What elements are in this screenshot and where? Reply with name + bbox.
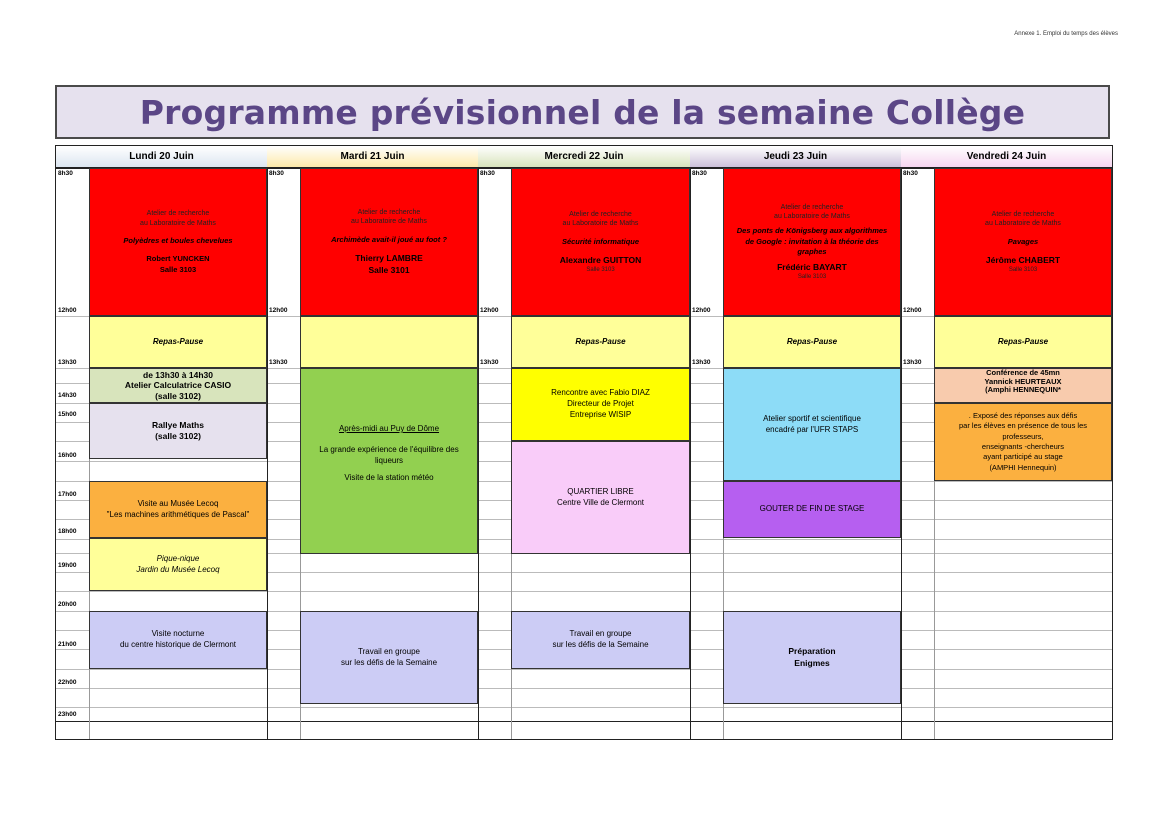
casio-line: (salle 3102): [155, 390, 201, 401]
rallye-line: (salle 3102): [155, 431, 201, 441]
grid-line: [56, 721, 1112, 722]
night-visit-line: Visite nocturne: [151, 629, 205, 639]
time-label: 13h30: [692, 359, 711, 366]
room: Salle 3103: [159, 264, 197, 274]
grid-line: [267, 146, 268, 739]
trip-line: La grande expérience de l'équilibre des: [319, 444, 459, 454]
room: Salle 3103: [1008, 267, 1038, 274]
workshop-line: au Laboratoire de Maths: [985, 220, 1061, 228]
room: Salle 3101: [368, 264, 410, 275]
group-work-wednesday: [511, 611, 690, 669]
workshop-line: Atelier de recherche: [569, 210, 632, 218]
time-label: 23h00: [58, 711, 77, 718]
page-title: Programme prévisionnel de la semaine Collège: [139, 92, 1026, 132]
night-visit: [89, 611, 267, 669]
day-header-friday: [901, 146, 1112, 168]
speaker-name: Robert YUNCKEN: [146, 254, 210, 264]
challenge-presentation: [934, 403, 1112, 481]
lunch-tuesday: [300, 316, 478, 368]
rallye-line: Rallye Maths: [152, 419, 204, 430]
room: Salle 3103: [797, 274, 827, 281]
day-header-wednesday: [478, 146, 690, 168]
lunch-label: Repas-Pause: [786, 336, 838, 346]
musee-line: "Les machines arithmétiques de Pascal": [106, 509, 250, 519]
morning-workshop-monday: [89, 168, 267, 316]
time-label: 15h00: [58, 411, 77, 418]
day-label: Mercredi 22 Juin: [544, 151, 624, 162]
workshop-line: Atelier de recherche: [780, 203, 844, 211]
time-label: 12h00: [269, 307, 288, 314]
day-header-monday: [56, 146, 267, 168]
time-label: 12h00: [903, 307, 922, 314]
musee-visit: [89, 481, 267, 538]
rallye-maths: [89, 403, 267, 459]
day-label: Jeudi 23 Juin: [763, 151, 828, 162]
conference-line: Conférence de 45mn: [986, 368, 1060, 377]
workshop-line: Atelier de recherche: [991, 210, 1055, 218]
time-label: 8h30: [58, 170, 73, 177]
group-work-line: sur les défis de la Semaine: [552, 640, 649, 649]
weekly-schedule: [55, 145, 1113, 740]
lunch-monday: [89, 316, 267, 368]
time-label: 13h30: [269, 359, 288, 366]
day-header-thursday: [690, 146, 901, 168]
time-label: 19h00: [58, 562, 77, 569]
free-time: [511, 441, 690, 554]
grid-line: [478, 146, 479, 739]
prep-line: Enigmes: [794, 657, 830, 668]
trip-line: liqueurs: [374, 455, 403, 465]
time-label: 8h30: [692, 170, 707, 177]
morning-workshop-wednesday: [511, 168, 690, 316]
meeting-line: Directeur de Projet: [567, 399, 634, 409]
workshop-line: Atelier de recherche: [357, 209, 421, 217]
grid-line: [56, 688, 1112, 689]
puy-de-dome-trip: [300, 368, 478, 554]
grid-line: [56, 707, 1112, 708]
free-time-line: Centre Ville de Clermont: [556, 497, 644, 507]
group-work-tuesday: [300, 611, 478, 704]
presentation-line: enseignants -chercheurs: [981, 442, 1065, 451]
sport-line: encadré par l'UFR STAPS: [765, 424, 859, 434]
day-label: Mardi 21 Juin: [340, 151, 405, 162]
lunch-label: Repas-Pause: [575, 336, 626, 346]
time-label: 20h00: [58, 601, 77, 608]
speaker-name: Thierry LAMBRE: [355, 253, 423, 264]
workshop-topic: Archimède avait-il joué au foot ?: [331, 234, 447, 244]
speaker-name: Alexandre GUITTON: [559, 254, 642, 265]
presentation-line: . Exposé des réponses aux défis: [968, 410, 1078, 420]
time-label: 13h30: [903, 359, 922, 366]
time-label: 8h30: [903, 170, 918, 177]
time-label: 18h00: [58, 528, 77, 535]
picnic: [89, 538, 267, 591]
casio-workshop: [89, 368, 267, 403]
group-work-line: Travail en groupe: [358, 646, 420, 656]
conference-line: (Amphi HENNEQUIN*: [985, 385, 1061, 395]
meeting-fabio-diaz: [511, 368, 690, 441]
picnic-line: Pique-nique: [156, 553, 200, 563]
day-header-tuesday: [267, 146, 478, 168]
trip-title: Après-midi au Puy de Dôme: [338, 424, 440, 433]
time-label: 8h30: [269, 170, 284, 177]
time-label: 12h00: [692, 307, 711, 314]
time-label: 8h30: [480, 170, 495, 177]
workshop-topic: Des ponts de Königsberg aux algorithmes: [736, 226, 888, 236]
time-label: 21h00: [58, 641, 77, 648]
grid-line: [901, 146, 902, 739]
morning-workshop-tuesday: [300, 168, 478, 316]
end-of-course-snack: [723, 481, 901, 538]
presentation-line: (AMPHI Hennequin): [989, 462, 1057, 472]
time-label: 17h00: [58, 491, 77, 498]
day-label: Vendredi 24 Juin: [966, 151, 1047, 162]
annex-note: Annexe 1. Emploi du temps des élèves: [1014, 31, 1118, 37]
workshop-line: au Laboratoire de Maths: [562, 220, 639, 228]
time-label: 14h30: [58, 392, 77, 399]
time-label: 13h30: [480, 359, 499, 366]
workshop-topic: Polyèdres et boules chevelues: [123, 236, 233, 246]
lunch-label: Repas-Pause: [997, 336, 1049, 346]
time-label: 16h00: [58, 452, 77, 459]
grid-line: [56, 669, 1112, 670]
casio-line: Atelier Calculatrice CASIO: [124, 380, 232, 391]
meeting-line: Entreprise WISIP: [569, 409, 632, 419]
trip-line: Visite de la station météo: [344, 473, 434, 483]
workshop-topic: de Google : invitation à la théorie des: [745, 236, 879, 246]
snack-label: GOUTER DE FIN DE STAGE: [759, 504, 865, 514]
presentation-line: professeurs,: [1002, 431, 1044, 441]
musee-line: Visite au Musée Lecoq: [137, 498, 219, 508]
morning-workshop-thursday: [723, 168, 901, 316]
night-visit-line: du centre historique de Clermont: [119, 640, 237, 649]
workshop-line: au Laboratoire de Maths: [774, 213, 850, 221]
group-work-line: Travail en groupe: [569, 629, 632, 639]
grid-line: [690, 146, 691, 739]
day-label: Lundi 20 Juin: [129, 151, 194, 162]
casio-line: de 13h30 à 14h30: [143, 370, 213, 381]
group-work-line: sur les défis de la Semaine: [340, 657, 438, 667]
lunch-wednesday: [511, 316, 690, 368]
meeting-line: Rencontre avec Fabio DIAZ: [551, 388, 650, 398]
room: Salle 3103: [586, 267, 615, 274]
workshop-topic: Sécurité informatique: [561, 236, 640, 246]
presentation-line: ayant participé au stage: [983, 452, 1063, 462]
time-label: 12h00: [58, 307, 77, 314]
title-banner: [55, 85, 1110, 139]
riddle-preparation: [723, 611, 901, 704]
speaker-name: Frédéric BAYART: [777, 261, 847, 272]
workshop-line: Atelier de recherche: [146, 210, 210, 218]
workshop-line: au Laboratoire de Maths: [140, 219, 216, 227]
grid-line: [56, 591, 1112, 592]
lunch-friday: [934, 316, 1112, 368]
lunch-label: Repas-Pause: [152, 336, 204, 346]
conference: [934, 368, 1112, 403]
workshop-topic: Pavages: [1007, 236, 1039, 246]
presentation-line: par les élèves en présence de tous les: [959, 421, 1087, 431]
time-label: 13h30: [58, 359, 77, 366]
lunch-thursday: [723, 316, 901, 368]
picnic-line: Jardin du Musée Lecoq: [136, 564, 220, 574]
time-label: 12h00: [480, 307, 499, 314]
sport-science-workshop: [723, 368, 901, 481]
sport-line: Atelier sportif et scientifique: [763, 413, 861, 423]
free-time-line: QUARTIER LIBRE: [567, 486, 634, 496]
workshop-topic: graphes: [797, 246, 827, 256]
prep-line: Préparation: [788, 646, 836, 657]
time-label: 22h00: [58, 679, 77, 686]
morning-workshop-friday: [934, 168, 1112, 316]
workshop-line: au Laboratoire de Maths: [351, 218, 427, 226]
conference-line: Yannick HEURTEAUX: [984, 376, 1062, 386]
speaker-name: Jérôme CHABERT: [985, 254, 1061, 265]
